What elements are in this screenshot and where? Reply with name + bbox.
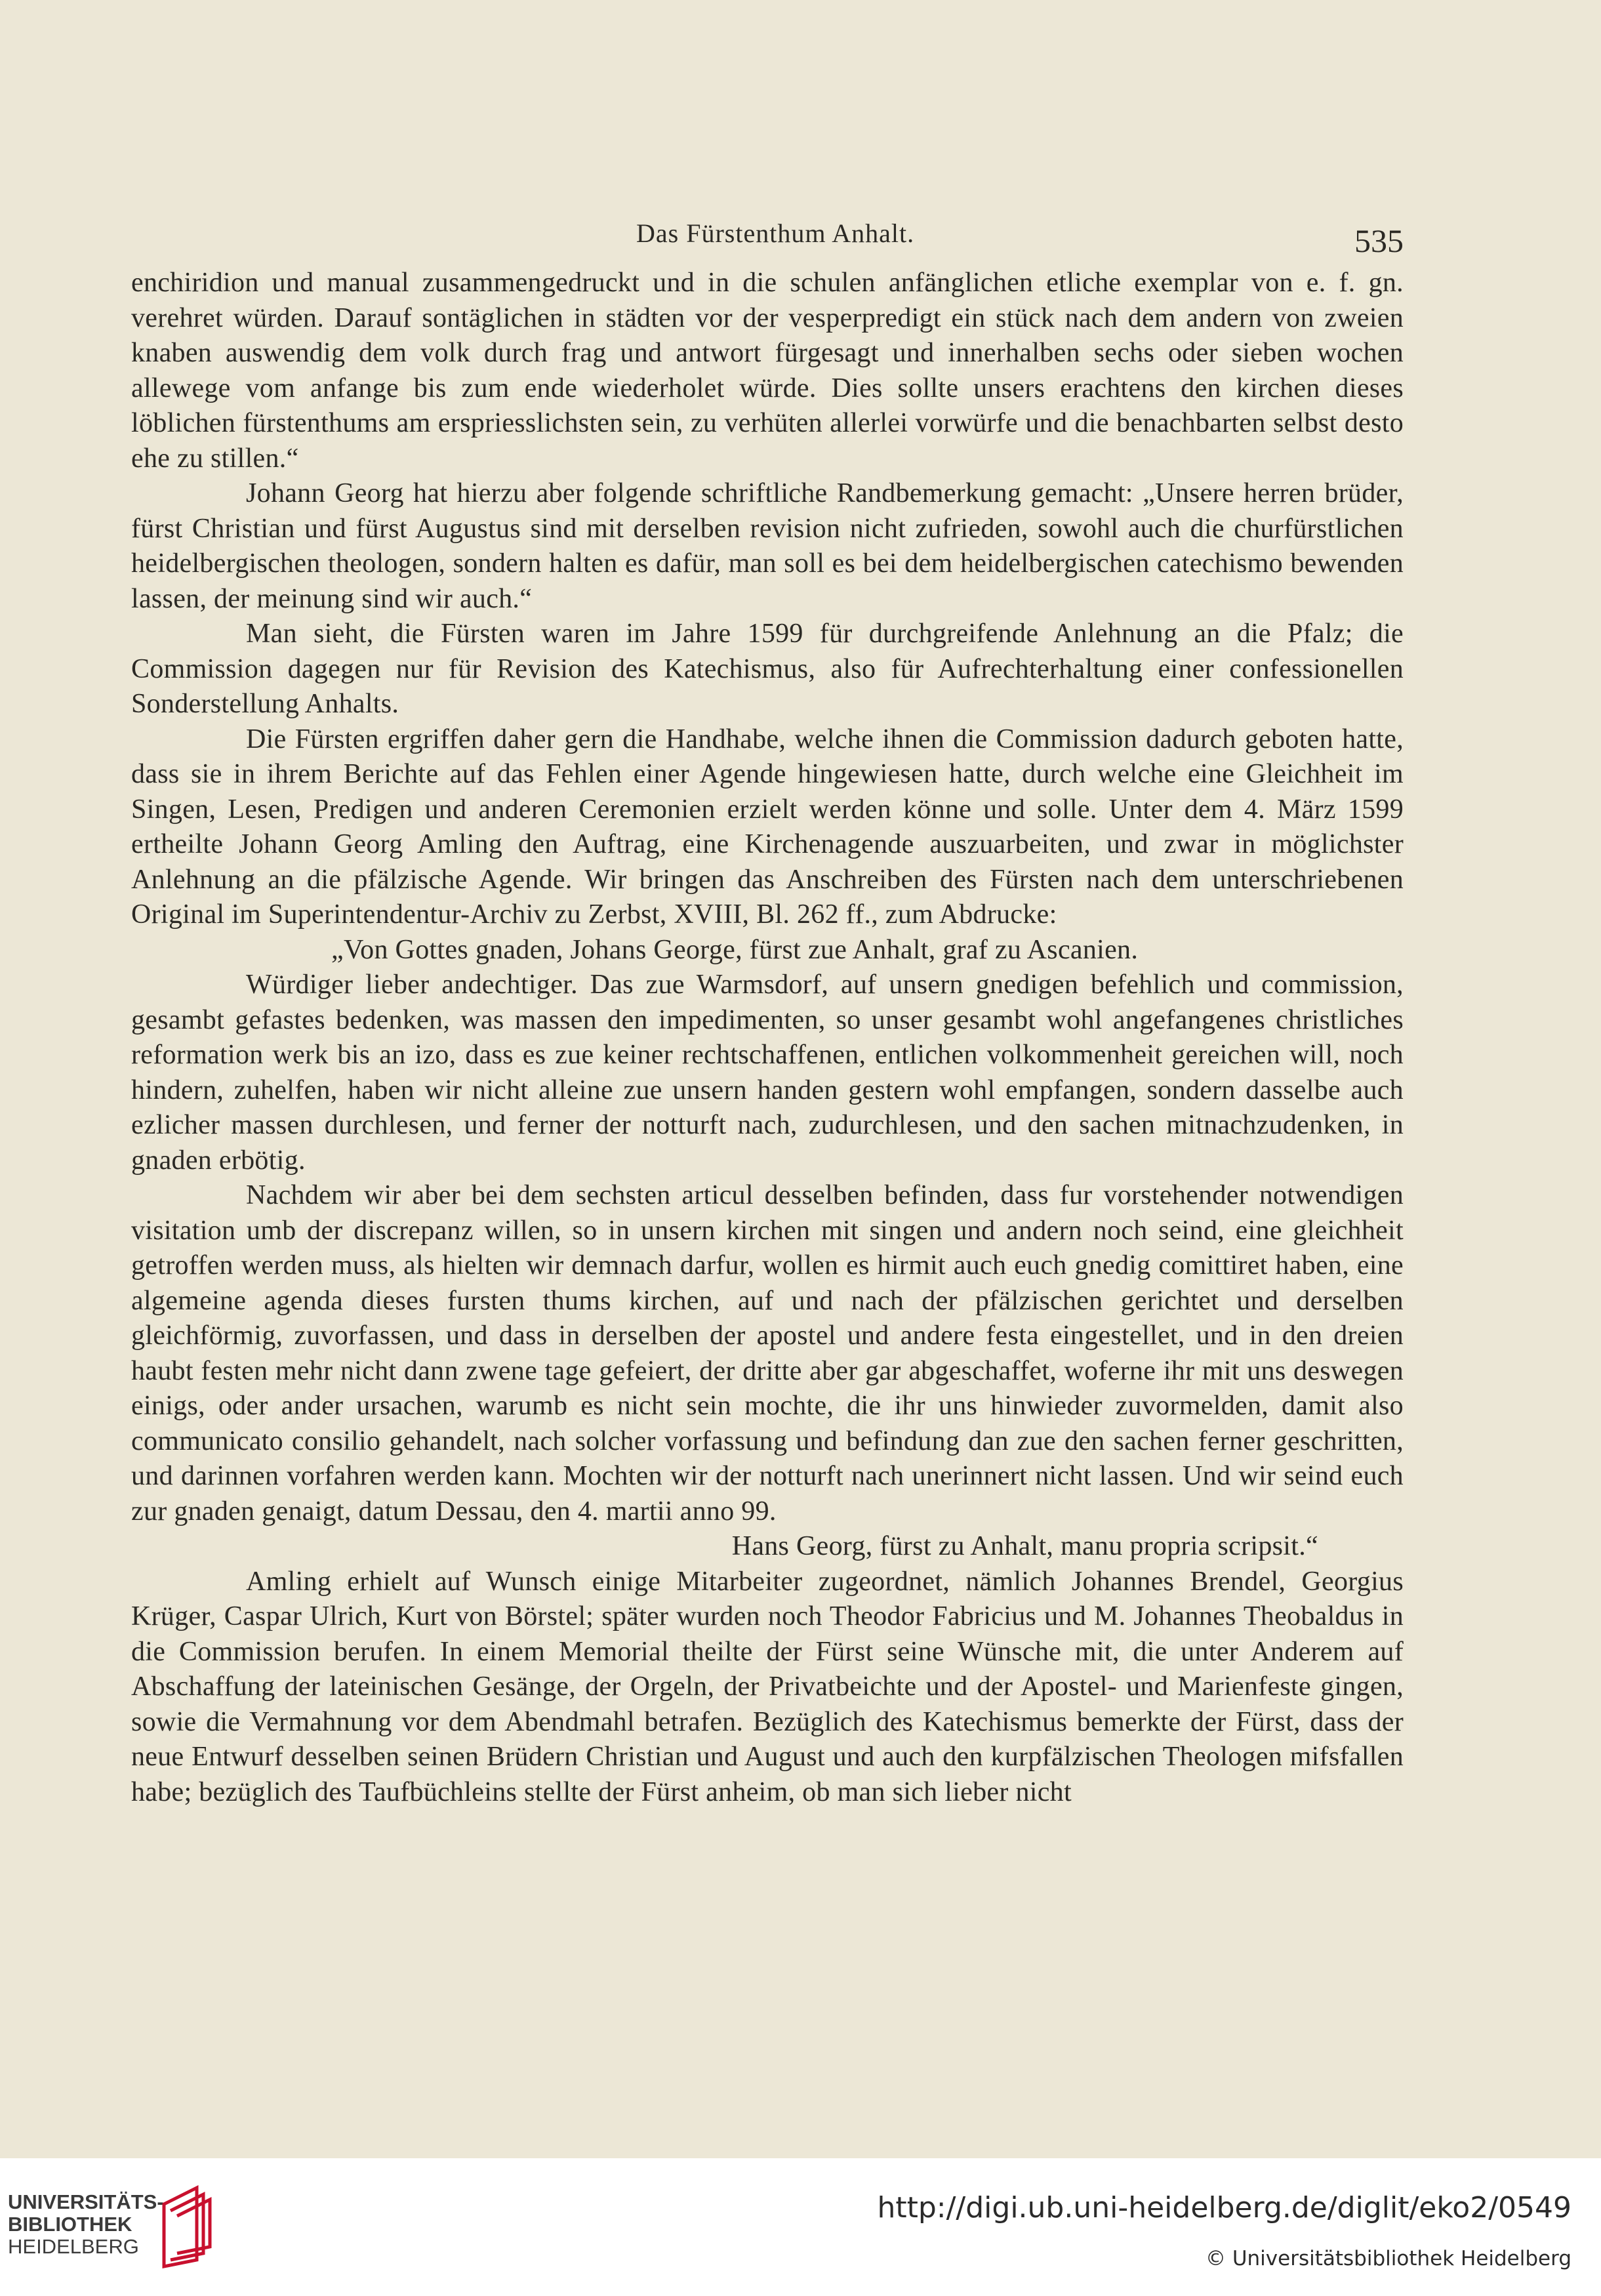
running-title: Das Fürstenthum Anhalt. bbox=[636, 218, 915, 248]
letter-salutation: „Von Gottes gnaden, Johans George, fürst zue Anhalt, graf zu Ascanien. bbox=[331, 934, 1139, 965]
paragraph: Johann Georg hat hierzu aber folgende schriftliche Randbemerkung gemacht: „Unsere herren brüder, fürst Christian und fürst Augustus sind mit derselben revision nicht zufrieden, sowohl auch die churfürstlichen heidelbergischen theologen, sondern halten es dafür, man soll es bei dem heidelbergischen catechismo bewenden lassen, der meinung sind wir auch.“ bbox=[131, 478, 1404, 614]
paragraph: Die Fürsten ergriffen daher gern die Handhabe, welche ihnen die Commission dadurch geboten hatte, dass sie in ihrem Berichte auf das Fehlen einer Agende hingewiesen hatte, durch welche eine Gleichheit im Singen, Lesen, Predigen und anderen Ceremonien erzielt werden könne und solle. Unter dem 4. März 1599 ertheilte Johann Georg Amling den Auftrag, eine Kirchenagende auszuarbeiten, und zwar in möglichster Anlehnung an die pfälzische Agende. Wir bringen das Anschreiben des Fürsten nach dem unterschriebenen Original im Superintendentur-Archiv zu Zerbst, XVIII, Bl. 262 ff., zum Abdrucke: bbox=[131, 724, 1404, 930]
paragraph: Man sieht, die Fürsten waren im Jahre 1599 für durchgreifende Anlehnung an die Pfalz; die Commission dagegen nur für Revision des Katechismus, also für Aufrechterhaltung einer confessionellen Sonderstellung Anhalts. bbox=[131, 619, 1404, 719]
page-header bbox=[131, 209, 1404, 261]
source-url-link[interactable]: http://digi.ub.uni-heidelberg.de/diglit/eko2/0549 bbox=[877, 2191, 1571, 2224]
paragraph: Nachdem wir aber bei dem sechsten articul desselben befinden, dass fur vorstehender notwendigen visitation umb der discrepanz willen, so in unsern kirchen mit singen und andern noch seind, eine gleichheit getroffen werden muss, als hielten wir demnach darfur, wollen es hirmit auch euch gnedig comittiret haben, eine algemeine agenda dieses fursten thums kirchen, auf und nach der pfälzischen gerichtet und derselben gleichförmig, zuvorfassen, und dass in derselben der apostel und andere festa eingestellet, und in den dreien haubt festen mehr nicht dann zwene tage gefeiert, der dritte aber gar abgeschaffet, woferne ihr mit uns deswegen einigs, oder ander ursachen, warumb es nicht sein mochte, die ihr uns hinwieder zuvormelden, damit also communicato consilio gehandelt, nach solcher vorfassung und befindung dan zue den sachen ferner geschritten, und darinnen vorfahren werden kann. Mochten wir der notturft nach unerinnert nicht lassen. Und wir seind euch zur gnaden genaigt, datum Dessau, den 4. martii anno 99. bbox=[131, 1180, 1404, 1527]
logo-line: UNIVERSITÄTS- bbox=[8, 2190, 164, 2213]
library-logo-text bbox=[8, 2191, 164, 2258]
copyright-notice: © Universitätsbibliothek Heidelberg bbox=[1205, 2247, 1571, 2270]
library-logo-icon bbox=[157, 2178, 216, 2270]
paragraph: Amling erhielt auf Wunsch einige Mitarbeiter zugeordnet, nämlich Johannes Brendel, Georgius Krüger, Caspar Ulrich, Kurt von Börstel; später wurden noch Theodor Fabricius und M. Johannes Theobaldus in die Commission berufen. In einem Memorial theilte der Fürst seine Wünsche mit, die unter Anderem auf Abschaffung der lateinischen Gesänge, der Orgeln, der Privatbeichte und der Apostel- und Marienfeste gingen, sowie die Vermahnung vor dem Abendmahl betrafen. Bezüglich des Katechismus bemerkte der Fürst, dass der neue Entwurf desselben seinen Brüdern Christian und August und auch den kurpfälzischen Theologen mifsfallen habe; bezüglich des Taufbüchleins stellte der Fürst anheim, ob man sich lieber nicht bbox=[131, 1566, 1404, 1807]
paragraph: enchiridion und manual zusammengedruckt und in die schulen anfänglichen etliche exemplar von e. f. gn. verehret würden. Darauf sontäglichen in städten vor der vesperpredigt ein stück nach dem andern von zweien knaben auswendig dem volk durch frag und antwort fürgesagt und innerhalben sechs oder sieben wochen allewege vom anfange bis zum ende wiederholet würde. Dies sollte unsers erachtens den kirchen dieses löblichen fürstenthums am erspriesslichsten sein, zu verhüten allerlei vorwürfe und die benachbarten selbst desto ehe zu stillen.“ bbox=[131, 268, 1404, 474]
logo-line: BIBLIOTHEK bbox=[8, 2213, 132, 2236]
logo-line: HEIDELBERG bbox=[8, 2235, 139, 2258]
page-number: 535 bbox=[1354, 222, 1404, 259]
body-text bbox=[131, 266, 1404, 1810]
footer bbox=[0, 2158, 1601, 2296]
letter-signature: Hans Georg, fürst zu Anhalt, manu propria scripsit.“ bbox=[731, 1531, 1318, 1561]
paragraph: Würdiger lieber andechtiger. Das zue Warmsdorf, auf unsern gnedigen befehlich und commission, gesambt gefastes bedenken, was massen den impedimenten, so unser gesambt wohl angefangenes christliches reformation werk bis an izo, dass es zue keiner rechtschaffenen, entlichen volkommenheit gereichen will, noch hindern, zuhelfen, haben wir nicht alleine zue unsern handen gestern wohl empfangen, sondern dasselbe auch ezlicher massen durchlesen, und ferner der notturft nach, zudurchlesen, und den sachen mitnachzudenken, in gnaden erbötig. bbox=[131, 970, 1404, 1176]
